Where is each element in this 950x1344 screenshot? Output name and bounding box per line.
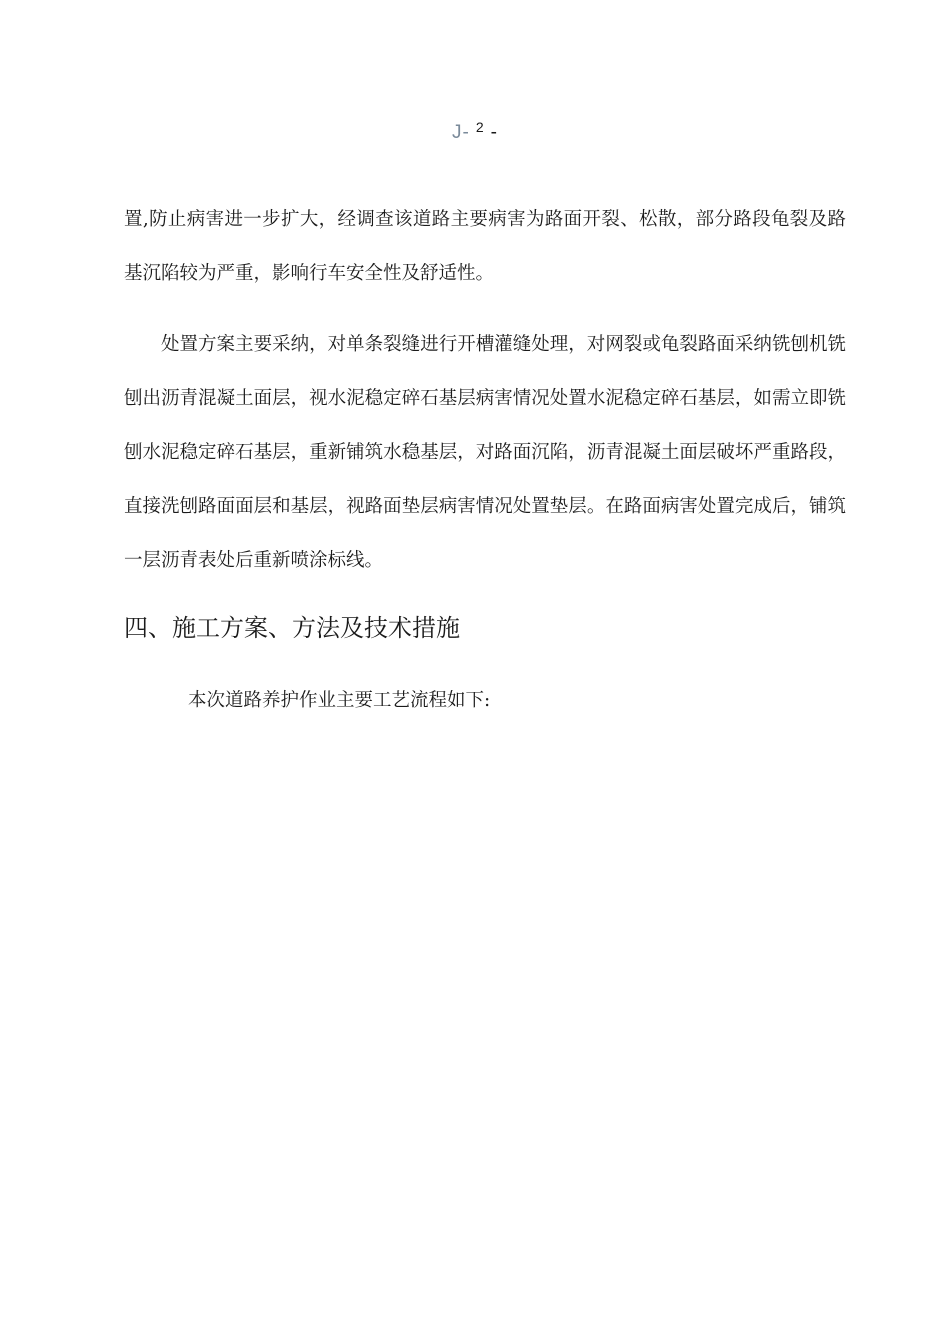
page-number-suffix: - [490,122,498,143]
paragraph-continuation: 置,防止病害进一步扩大，经调查该道路主要病害为路面开裂、松散，部分路段龟裂及路基沉陷较为严重，影响行车安全性及舒适性。 [124,209,846,284]
section-heading: 四、施工方案、方法及技术措施 [124,614,460,642]
page-number-value: 2 [475,119,485,135]
paragraph-process-intro: 本次道路养护作业主要工艺流程如下: [188,690,491,711]
paragraph-treatment-plan: 处置方案主要采纳，对单条裂缝进行开槽灌缝处理，对网裂或龟裂路面采纳铣刨机铣刨出沥青混凝土面层，视水泥稳定碎石基层病害情况处置水泥稳定碎石基层，如需立即铣刨水泥稳定碎石基层，重新铺筑水稳基层，对路面沉陷，沥青混凝土面层破坏严重路段，直接洗刨路面面层和基层，视路面垫层病害情况处置垫层。在路面病害处置完成后，铺筑一层沥青表处后重新喷涂标线。 [124,334,846,571]
page-number-prefix: J- [452,122,470,143]
page-number [0,118,950,148]
